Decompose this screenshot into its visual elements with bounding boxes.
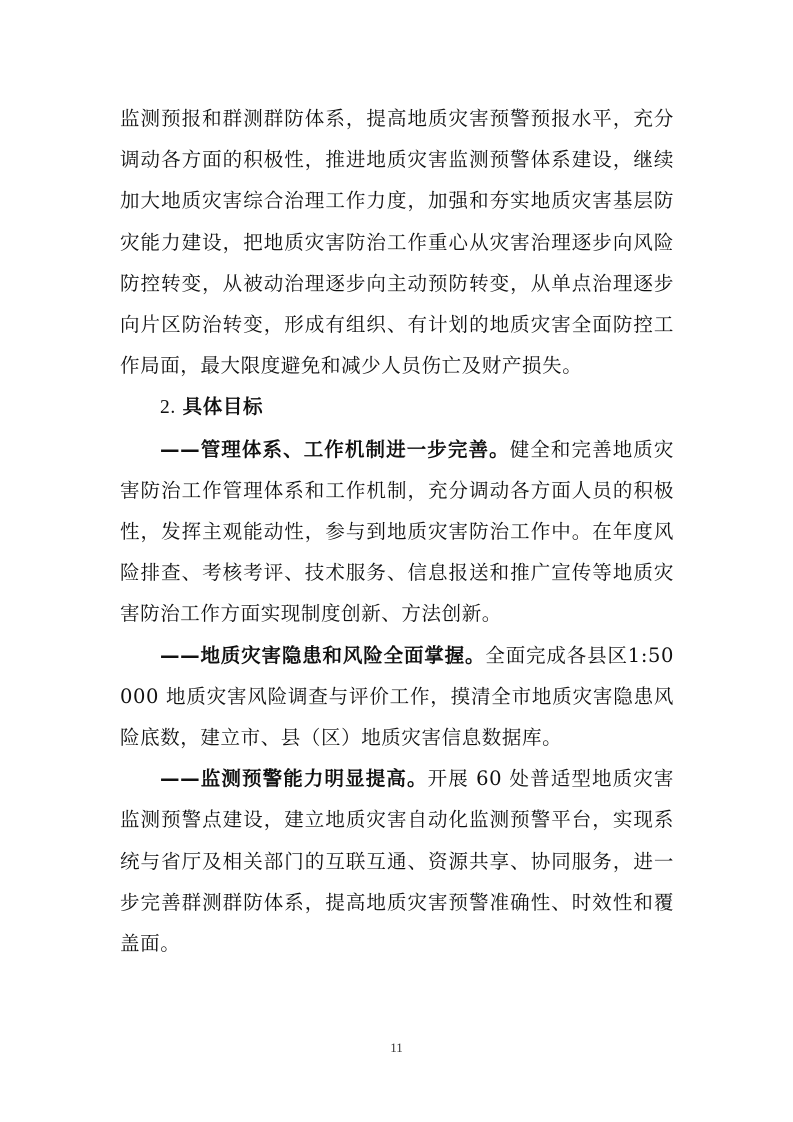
section-heading-text: 具体目标 [182,395,264,419]
goal-title-hazard-risk: ——地质灾害隐患和风险全面掌握。 [160,643,486,667]
document-body [120,98,674,964]
goal-title-management: ——管理体系、工作机制进一步完善。 [160,437,510,461]
goal-text-hazard-risk: 全面完成各县区1:50000 地质灾害风险调查与评价工作，摸清全市地质灾害隐患风险底数，建立市、县（区）地质灾害信息数据库。 [120,643,674,750]
intro-paragraph: 监测预报和群测群防体系，提高地质灾害预警预报水平，充分调动各方面的积极性，推进地质灾害监测预警体系建设，继续加大地质灾害综合治理工作力度，加强和夯实地质灾害基层防灾能力建设，把地质灾害防治工作重心从灾害治理逐步向风险防控转变，从被动治理逐步向主动预防转变，从单点治理逐步向片区防治转变，形成有组织、有计划的地质灾害全面防控工作局面，最大限度避免和减少人员伤亡及财产损失。 [120,107,674,378]
goal-text-monitoring: 开展 60 处普适型地质灾害监测预警点建设，建立地质灾害自动化监测预警平台，实现系统与省厅及相关部门的互联互通、资源共享、协同服务，进一步完善群测群防体系，提高地质灾害预警准确性、时效性和覆盖面。 [120,767,674,956]
goal-text-management: 健全和完善地质灾害防治工作管理体系和工作机制，充分调动各方面人员的积极性，发挥主观能动性，参与到地质灾害防治工作中。在年度风险排查、考核考评、技术服务、信息报送和推广宣传等地质灾害防治工作方面实现制度创新、方法创新。 [120,437,674,626]
goal-paragraph-hazard-risk [120,635,674,759]
section-heading [120,386,674,428]
goal-title-monitoring: ——监测预警能力明显提高。 [160,767,428,791]
goal-paragraph-monitoring [120,758,674,964]
section-heading-number: 2. [160,397,176,419]
goal-paragraph-management [120,429,674,635]
page-number: 11 [390,1040,403,1055]
